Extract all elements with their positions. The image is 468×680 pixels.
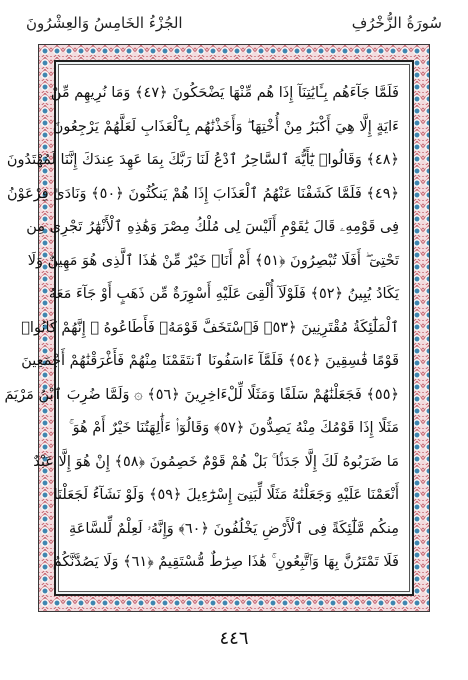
text-line: فِى قَوْمِهِۦ قَالَ يَٰقَوْمِ أَلَيْسَ لِى مُلْكُ مِصْرَ وَهَٰذِهِ ٱلْأَنْهَٰرُ تَجْرِى مِن [26,219,399,235]
text-line: ﴿٤٩﴾ فَلَمَّا كَشَفْنَا عَنْهُمُ ٱلْعَذَابَ إِذَا هُمْ يَنكُثُونَ ﴿٥٠﴾ وَنَادَىٰ فِرْعَوْنُ [6,185,399,202]
text-line: قَوْمًا فَٰسِقِينَ ﴿٥٤﴾ فَلَمَّآ ءَاسَفُونَا ٱنتَقَمْنَا مِنْهُمْ فَأَغْرَقْنَٰهُمْ أَجْمَعِينَ [21,353,399,369]
text-line: تَحْتِىٓ ۖ أَفَلَا تُبْصِرُونَ ﴿٥١﴾ أَمْ أَنَا۠ خَيْرٌ مِّنْ هَٰذَا ٱلَّذِى هُوَ مَهِينٌ وَلَا [27,252,399,269]
text-line: مَثَلًا إِذَا قَوْمُكَ مِنْهُ يَصِدُّونَ ﴿٥٧﴾ وَقَالُوٓا۟ ءَأَٰلِهَتُنَا خَيْرٌ أَمْ هُوَ ۚ [69,420,399,436]
text-line: مِنكُم مَّلَٰٓئِكَةً فِى ٱلْأَرْضِ يَخْلُفُونَ ﴿٦٠﴾ وَإِنَّهُۥ لَعِلْمٌ لِّلسَّاعَةِ [69,520,399,537]
text-line: يَكَادُ يُبِينُ ﴿٥٢﴾ فَلَوْلَآ أُلْقِىَ عَلَيْهِ أَسْوِرَةٌ مِّن ذَهَبٍ أَوْ جَآءَ مَعَهُ [48,286,399,302]
text-line: ﴿٥٥﴾ فَجَعَلْنَٰهُمْ سَلَفًا وَمَثَلًا لِّلْءَاخِرِينَ ﴿٥٦﴾ ۞ وَلَمَّا ضُرِبَ ٱبْنُ مَرْيَمَ [4,386,399,403]
text-line: ءَايَةٍ إِلَّا هِيَ أَكْبَرُ مِنْ أُخْتِهَا ۖ وَأَخَذْنَٰهُم بِٱلْعَذَابِ لَعَلَّهُمْ يَرْجِعُونَ [52,118,399,135]
text-panel [4,64,410,592]
text-line: مَا ضَرَبُوهُ لَكَ إِلَّا جَدَلًۢا ۚ بَلْ هُمْ قَوْمٌ خَصِمُونَ ﴿٥٨﴾ إِنْ هُوَ إِلَّا عَبْدٌ [33,453,399,470]
text-line: فَلَمَّا جَآءَهُم بِـَٔايَٰتِنَآ إِذَا هُم مِّنْهَا يَضْحَكُونَ ﴿٤٧﴾ وَمَا نُرِيهِم مِّنْ [50,85,399,101]
juz-title: الجُزْءُ الخَامِسُ وَالعِشْرُونَ [26,14,183,32]
ornamental-border [4,44,430,612]
text-line: فَلَا تَمْتَرُنَّ بِهَا وَٱتَّبِعُونِ ۚ هَٰذَا صِرَٰطٌ مُّسْتَقِيمٌ ﴿٦١﴾ وَلَا يَصُدَّنَّكُمُ [52,554,399,570]
border-rule [4,60,414,596]
page-number: ٤٤٦ [219,628,249,649]
text-line: ٱلْمَلَٰٓئِكَةُ مُقْتَرِنِينَ ﴿٥٣﴾ فَٱسْتَخَفَّ قَوْمَهُۥ فَأَطَاعُوهُ ۚ إِنَّهُمْ كَانُوا۟ [21,319,399,336]
text-line: ﴿٤٨﴾ وَقَالُوا۟ يَٰٓأَيُّهَ ٱلسَّاحِرُ ٱدْعُ لَنَا رَبَّكَ بِمَا عَهِدَ عِندَكَ إِنَّنَا لَمُهْتَدُونَ [6,152,399,168]
text-line: أَنْعَمْنَا عَلَيْهِ وَجَعَلْنَٰهُ مَثَلًا لِّبَنِىٓ إِسْرَٰٓءِيلَ ﴿٥٩﴾ وَلَوْ نَشَآءُ لَجَعَلْنَا [53,487,399,503]
page-header [26,10,442,40]
surah-title: سُورَةُ الزُّخْرُفِ [351,14,442,32]
quran-text [4,77,399,583]
